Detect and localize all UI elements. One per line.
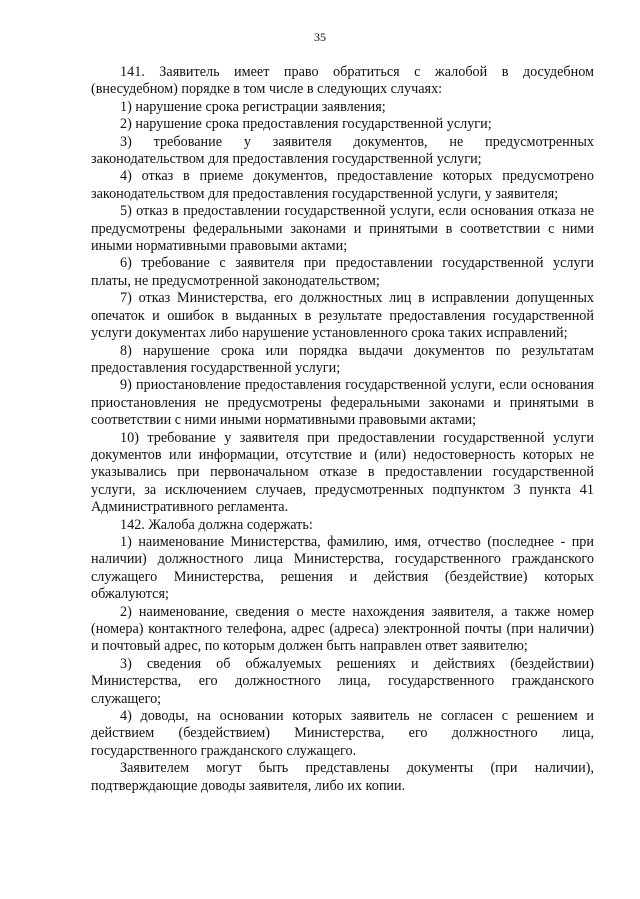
paragraph-142-item-1: 1) наименование Министерства, фамилию, имя, отчество (последнее - при наличии) должностного лица Министерства, государственного гражданского служащего Министерства, решения и действия (бездействие) которых обжалуются; — [91, 533, 594, 603]
document-body — [91, 64, 594, 795]
paragraph-142-intro: 142. Жалоба должна содержать: — [120, 516, 313, 533]
paragraph-141-item-9: 9) приостановление предоставления государственной услуги, если основания приостановления не предусмотрены федеральными законами и принятыми в соответствии с ними иными нормативными правовыми актами; — [91, 377, 594, 429]
paragraph-142-item-2: 2) наименование, сведения о месте нахождения заявителя, а также номер (номера) контактного телефона, адрес (адреса) электронной почты (при наличии) и почтовый адрес, по которым должен быть направлен ответ заявителю; — [91, 603, 594, 655]
paragraph-141-item-7: 7) отказ Министерства, его должностных лиц в исправлении допущенных опечаток и ошибок в выданных в результате предоставления государственной услуги документах либо нарушение установленного срока таких исправлений; — [91, 290, 594, 342]
paragraph-141-item-4: 4) отказ в приеме документов, предоставление которых предусмотрено законодательством для предоставления государственной услуги, у заявителя; — [91, 168, 594, 202]
paragraph-141-item-2: 2) нарушение срока предоставления государственной услуги; — [120, 116, 492, 133]
paragraph-141-item-3: 3) требование у заявителя документов, не предусмотренных законодательством для предоставления государственной услуги; — [91, 133, 594, 168]
paragraph-141-item-8: 8) нарушение срока или порядка выдачи документов по результатам предоставления государственной услуги; — [91, 342, 594, 376]
paragraph-documents-note: Заявителем могут быть представлены документы (при наличии), подтверждающие доводы заявителя, либо их копии. — [91, 760, 594, 794]
paragraph-141-item-6: 6) требование с заявителя при предоставлении государственной услуги платы, не предусмотренной законодательством; — [91, 255, 594, 289]
paragraph-142-item-4: 4) доводы, на основании которых заявитель не согласен с решением и действием (бездействием) Министерства, его должностного лица, государственного гражданского служащего. — [91, 708, 594, 759]
paragraph-142-item-3: 3) сведения об обжалуемых решениях и действиях (бездействии) Министерства, его должностного лица, государственного гражданского служащего; — [91, 655, 594, 707]
page-number: 35 — [314, 30, 326, 44]
paragraph-141-item-10: 10) требование у заявителя при предоставлении государственной услуги документов или информации, отсутствие и (или) недостоверность которых не указывались при первоначальном отказе в предоставлении государственной услуги, за исключением случаев, предусмотренных подпунктом 3 пункта 41 Административного регламента. — [91, 429, 594, 516]
paragraph-141-item-5: 5) отказ в предоставлении государственной услуги, если основания отказа не предусмотрены федеральными законами и принятыми в соответствии с ними иными нормативными правовыми актами; — [91, 203, 594, 255]
paragraph-141-intro: 141. Заявитель имеет право обратиться с жалобой в досудебном (внесудебном) порядке в том числе в следующих случаях: — [91, 64, 594, 98]
paragraph-141-item-1: 1) нарушение срока регистрации заявления; — [120, 98, 386, 115]
